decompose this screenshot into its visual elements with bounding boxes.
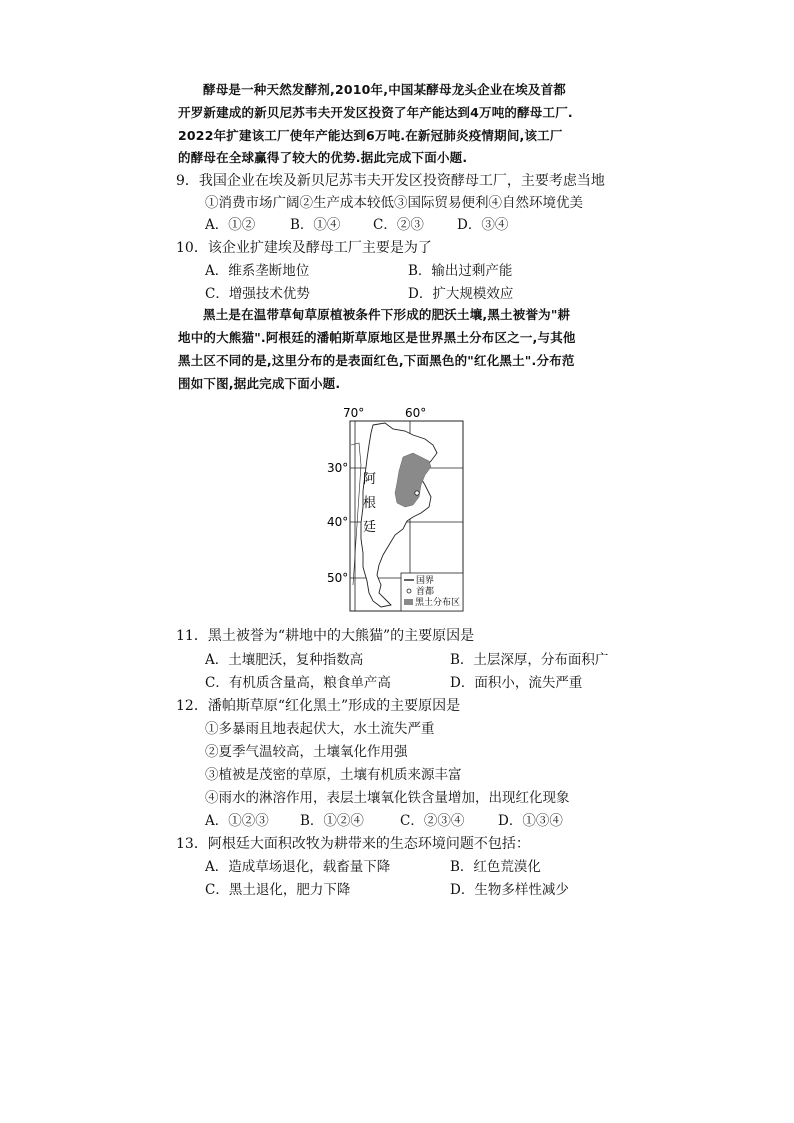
q11-stem: 11．黑土被誉为“耕地中的大熊猫”的主要原因是 <box>176 628 475 644</box>
q11-option-c[interactable]: C．有机质含量高，粮食单产高 <box>205 675 391 691</box>
q10-option-c[interactable]: C．增强技术优势 <box>205 286 310 302</box>
q10-option-b[interactable]: B．输出过剩产能 <box>408 263 513 279</box>
passage1-line-2: 开罗新建成的新贝尼苏韦夫开发区投资了年产能达到4万吨的酵母工厂. <box>178 105 573 120</box>
passage1-line-3: 2022年扩建该工厂使年产能达到6万吨.在新冠肺炎疫情期间,该工厂 <box>178 128 563 143</box>
capital-marker-icon <box>415 491 419 495</box>
map-svg <box>327 405 473 615</box>
q9-items: ①消费市场广阔②生产成本较低③国际贸易便利④自然环境优美 <box>205 195 583 211</box>
map-lon-label-60: 60° <box>405 406 427 420</box>
country-char-3: 廷 <box>363 520 377 535</box>
q11-option-b[interactable]: B．土层深厚，分布面积广 <box>450 652 609 668</box>
passage2-line-3: 黑土区不同的是,这里分布的是表面红色,下面黑色的"红化黑土".分布范 <box>178 353 575 368</box>
q13-option-a[interactable]: A．造成草场退化，载畜量下降 <box>205 859 391 875</box>
q12-option-d[interactable]: D．①③④ <box>498 813 563 829</box>
map-lat-label-40: 40° <box>327 515 349 529</box>
passage2-line-1: 黑土是在温带草甸草原植被条件下形成的肥沃土壤,黑土被誉为"耕 <box>203 307 571 322</box>
q10-stem: 10．该企业扩建埃及酵母工厂主要是为了 <box>176 240 432 256</box>
map-lat-label-50: 50° <box>327 571 349 585</box>
passage2-line-4: 围如下图,据此完成下面小题. <box>178 376 341 391</box>
q12-item-4: ④雨水的淋溶作用，表层土壤氧化铁含量增加，出现红化现象 <box>205 790 570 806</box>
q9-stem: 9．我国企业在埃及新贝尼苏韦夫开发区投资酵母工厂，主要考虑当地 <box>176 173 605 189</box>
legend-label-blacksoil: 黑土分布区 <box>415 598 461 608</box>
country-char-2: 根 <box>363 496 377 511</box>
q9-option-b[interactable]: B．①④ <box>290 217 341 233</box>
legend-blacksoil-swatch-icon <box>404 599 413 605</box>
q12-stem: 12．潘帕斯草原“红化黑土”形成的主要原因是 <box>176 698 461 714</box>
q12-option-c[interactable]: C．②③④ <box>400 813 465 829</box>
passage2-line-2: 地中的大熊猫".阿根廷的潘帕斯草原地区是世界黑土分布区之一,与其他 <box>178 330 576 345</box>
country-char-1: 阿 <box>363 472 377 487</box>
q9-option-c[interactable]: C．②③ <box>373 217 424 233</box>
argentina-black-soil-map <box>327 405 473 615</box>
q9-option-a[interactable]: A．①② <box>205 217 256 233</box>
q12-item-3: ③植被是茂密的草原，土壤有机质来源丰富 <box>205 767 462 783</box>
passage1-line-4: 的酵母在全球赢得了较大的优势.据此完成下面小题. <box>178 150 468 165</box>
q9-option-d[interactable]: D．③④ <box>457 217 509 233</box>
q10-option-d[interactable]: D．扩大规模效应 <box>408 286 514 302</box>
q13-option-d[interactable]: D．生物多样性减少 <box>450 882 569 898</box>
passage1-line-1: 酵母是一种天然发酵剂,2010年,中国某酵母龙头企业在埃及首都 <box>203 82 566 97</box>
map-lat-label-30: 30° <box>327 461 349 475</box>
q13-stem: 13．阿根廷大面积改牧为耕带来的生态环境问题不包括： <box>176 836 530 852</box>
q11-option-a[interactable]: A．土壤肥沃，复种指数高 <box>205 652 364 668</box>
q13-option-b[interactable]: B．红色荒漠化 <box>450 859 541 875</box>
q11-option-d[interactable]: D．面积小，流失严重 <box>450 675 583 691</box>
q12-item-2: ②夏季气温较高，土壤氧化作用强 <box>205 744 408 760</box>
q13-option-c[interactable]: C．黑土退化，肥力下降 <box>205 882 351 898</box>
q12-option-a[interactable]: A．①②③ <box>205 813 269 829</box>
q12-item-1: ①多暴雨且地表起伏大，水土流失严重 <box>205 721 435 737</box>
q12-option-b[interactable]: B．①②④ <box>300 813 364 829</box>
map-lon-label-70: 70° <box>343 406 365 420</box>
legend-label-capital: 首都 <box>416 587 435 597</box>
legend-label-border: 国界 <box>416 576 435 586</box>
q10-option-a[interactable]: A．维系垄断地位 <box>205 263 310 279</box>
legend-capital-icon <box>407 589 411 593</box>
